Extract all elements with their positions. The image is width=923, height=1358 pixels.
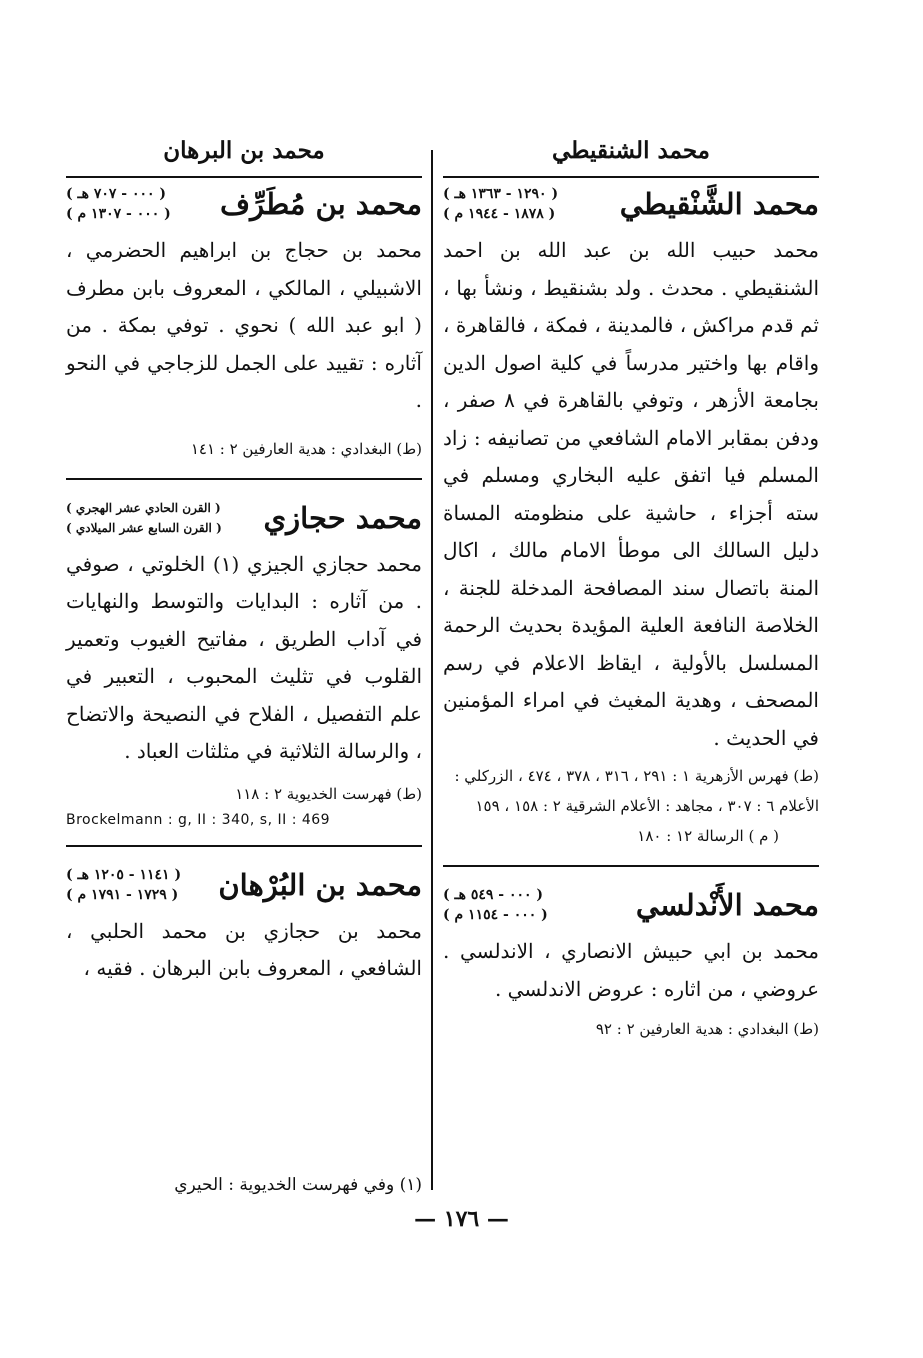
entry-head bbox=[66, 184, 422, 224]
entry-separator bbox=[443, 865, 819, 867]
entry-name: محمد الأَنْدلسي bbox=[635, 888, 819, 922]
column-divider bbox=[431, 150, 433, 1190]
dates-gregorian: ( ٠٠٠ - ١١٥٤ م ) bbox=[443, 907, 548, 923]
entry-ibn-burhan bbox=[66, 865, 422, 988]
left-column bbox=[66, 128, 422, 988]
entry-hijazi bbox=[66, 498, 422, 831]
entry-name: محمد حجازي bbox=[263, 500, 422, 535]
dates-gregorian: ( ١٨٧٨ - ١٩٤٤ م ) bbox=[443, 206, 556, 222]
entry-dates bbox=[443, 885, 548, 925]
dates-hijri: ( ١١٤١ - ١٢٠٥ هـ ) bbox=[66, 866, 182, 883]
entry-name: محمد الشَّنْقيطي bbox=[619, 187, 819, 221]
entry-separator bbox=[66, 845, 422, 847]
entry-name: محمد بن البُرْهان bbox=[218, 867, 422, 902]
dates-hijri: ( ٠٠٠ - ٥٤٩ هـ ) bbox=[443, 887, 544, 903]
page-number: — ١٧٦ — bbox=[414, 1206, 509, 1232]
entry-ref: (ط) فهرس الأزهرية ١ : ٢٩١ ، ٣١٦ ، ٣٧٨ ، ٤٧٤ ، الزركلي : الأعلام ٦ : ٣٠٧ ، مجاهد : الأعلام الشرقية ٢ : ١٥٨ ، ١٥٩ bbox=[454, 767, 819, 815]
entry-ref: (ط) البغدادي : هدية العارفين ٢ : ٩٢ bbox=[595, 1020, 819, 1038]
entry-dates bbox=[66, 498, 222, 538]
entry-ref-latin: Brockelmann : g, II : 340, s, II : 469 bbox=[66, 811, 331, 828]
entry-dates bbox=[66, 865, 181, 905]
entry-separator bbox=[66, 478, 422, 480]
dates-hijri: ( ٠٠٠ - ٧٠٧ هـ ) bbox=[66, 186, 167, 202]
entry-ref: (ط) فهرست الخديوية ٢ : ١١٨ bbox=[235, 784, 422, 803]
footnote: (١) وفي فهرست الخديوية : الحيري bbox=[174, 1175, 422, 1195]
entry-body: محمد بن حجازي بن محمد الحلبي ، الشافعي ، المعروف بابن البرهان . فقيه ، bbox=[66, 918, 422, 980]
dates-hijri: ( ١٢٩٠ - ١٣٦٣ هـ ) bbox=[443, 186, 559, 202]
entry-head bbox=[66, 865, 422, 905]
entry-andalusi bbox=[443, 885, 819, 1044]
dates-hijri: ( القرن الحادي عشر الهجري ) bbox=[66, 500, 221, 515]
entry-dates bbox=[443, 184, 558, 224]
entry-head bbox=[66, 498, 422, 538]
entry-name: محمد بن مُطَرِّف bbox=[220, 187, 422, 221]
dates-gregorian: ( ٠٠٠ - ١٣٠٧ م ) bbox=[66, 206, 171, 222]
entry-body: محمد بن حجاج بن ابراهيم الحضرمي ، الاشبيلي ، المالكي ، المعروف بابن مطرف ( ابو عبد الله ) نحوي . توفي بمكة . من آثاره : تقييد على الجمل للزجاجي في النحو . bbox=[66, 238, 422, 412]
entry-body: محمد حبيب الله بن عبد الله بن احمد الشنقيطي . محدث . ولد بشنقيط ، ونشأ بها ، ثم قدم مراكش ، فالمدينة ، فمكة ، فالقاهرة ، واقام بها واختير مدرساً في كلية اصول الدين بجامعة الأزهر ، وتوفي بالقاهرة في ٨ صفر ، ودفن بمقابر الامام الشافعي من تصانيفه : زاد المسلم فيا اتفق عليه البخاري ومسلم في سته أجزاء ، حاشية على منظومته المساة دليل السالك الى موطأ الامام مالك ، اكال المنة باتصال سند المصافحة المدخلة للجنة ، الخلاصة النافعة العلية المؤيدة بحديث الرحمة المسلسل بالأولية ، ايقاظ الاعلام في رسم المصحف ، وهدية المغيث في امراء المؤمنين في الحديث . bbox=[443, 238, 819, 750]
entry-shinqiti bbox=[443, 184, 819, 851]
right-running-header: محمد الشنقيطي bbox=[551, 137, 710, 164]
entry-ibn-mutarrif bbox=[66, 184, 422, 464]
entry-ref: ( م ) الرسالة ١٢ : ١٨٠ bbox=[637, 827, 779, 845]
dates-gregorian: ( القرن السابع عشر الميلادي ) bbox=[66, 520, 222, 535]
entry-dates bbox=[66, 184, 171, 224]
entry-ref: (ط) البغدادي : هدية العارفين ٢ : ١٤١ bbox=[190, 439, 422, 458]
left-running-header: محمد بن البرهان bbox=[163, 137, 325, 164]
entry-body: محمد حجازي الجيزي (١) الخلوتي ، صوفي . من آثاره : البدايات والتوسط والنهايات في آداب الطريق ، مفاتيح الغيوب وتعمير القلوب في تثليث المحبوب ، التعبير في علم التفصيل ، الفلاح في النصيحة والاتضاح ، والرسالة الثلاثية في مثلثات العباد . bbox=[66, 551, 423, 763]
dates-gregorian: ( ١٧٢٩ - ١٧٩١ م ) bbox=[66, 886, 179, 903]
entry-head bbox=[443, 184, 819, 224]
right-column bbox=[443, 128, 819, 1044]
entry-head bbox=[443, 885, 819, 925]
entry-body: محمد بن ابي حبيش الانصاري ، الاندلسي . عروضي ، من اثاره : عروض الاندلسي . bbox=[443, 939, 819, 1001]
